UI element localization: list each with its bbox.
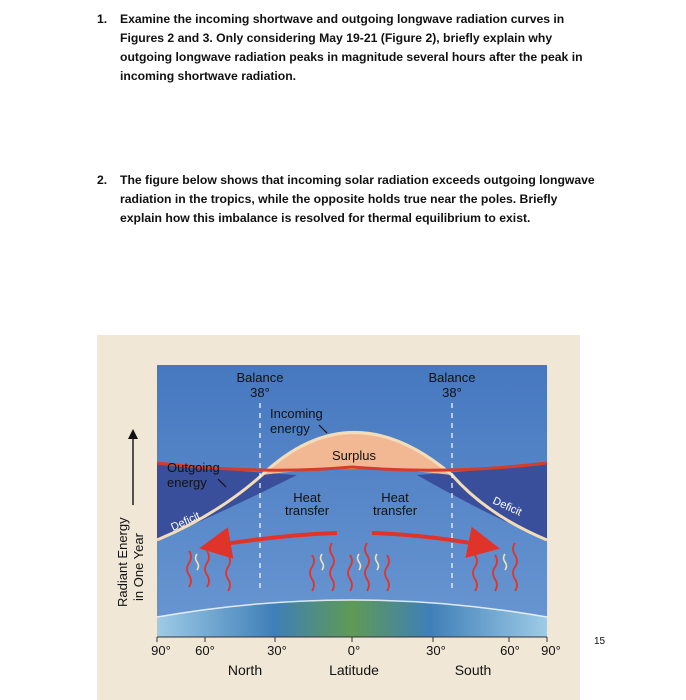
south-label: South: [454, 662, 492, 678]
question-1-number: 1.: [97, 12, 108, 26]
tick-label-0: 0°: [347, 643, 361, 658]
tick-label-60-south: 60°: [500, 643, 520, 658]
tick-label-90-north: 90°: [151, 643, 171, 658]
surplus-label: Surplus: [331, 448, 377, 463]
latitude-label: Latitude: [329, 662, 379, 678]
question-2-text: The figure below shows that incoming solar radiation exceeds outgoing longwave radiation in the tropics, while the opposite holds true near the poles. Briefly explain how this imbalance is resolved for thermal equilibrium to exist.: [120, 173, 595, 225]
tick-label-90-south: 90°: [541, 643, 561, 658]
energy-balance-figure: [97, 335, 580, 700]
page-number: 15: [594, 636, 606, 647]
tick-label-30-north: 30°: [267, 643, 287, 658]
tick-label-30-south: 30°: [426, 643, 446, 658]
balance-left-degree: 38°: [250, 385, 270, 400]
deficit-left-label: Deficit: [169, 509, 202, 534]
y-axis-label-2: in One Year: [131, 533, 146, 601]
question-2-number: 2.: [97, 173, 108, 187]
outgoing-energy-label-2: energy: [167, 475, 207, 490]
question-1: [97, 10, 597, 86]
question-1-text: Examine the incoming shortwave and outgoing longwave radiation curves in Figures 2 and 3. Only considering May 19-21 (Figure 2), briefly explain why outgoing longwave radiation peaks in magnitude several hours after the peak in incoming shortwave radiation.: [120, 12, 583, 83]
incoming-energy-label-1: Incoming: [270, 406, 323, 421]
heat-transfer-right-label-1: Heat: [381, 490, 409, 505]
balance-left-label: Balance: [236, 370, 284, 385]
north-label: North: [227, 662, 263, 678]
outgoing-energy-label-1: Outgoing: [167, 460, 220, 475]
balance-right-degree: 38°: [442, 385, 462, 400]
heat-transfer-left-label-1: Heat: [293, 490, 321, 505]
y-axis-label-1: Radiant Energy: [115, 517, 130, 607]
question-2: [97, 171, 597, 228]
heat-transfer-right-label-2: transfer: [372, 503, 418, 518]
incoming-energy-label-2: energy: [270, 421, 310, 436]
deficit-right-label: Deficit: [490, 494, 524, 519]
balance-right-label: Balance: [428, 370, 476, 385]
heat-transfer-left-label-2: transfer: [284, 503, 330, 518]
tick-label-60-north: 60°: [195, 643, 215, 658]
